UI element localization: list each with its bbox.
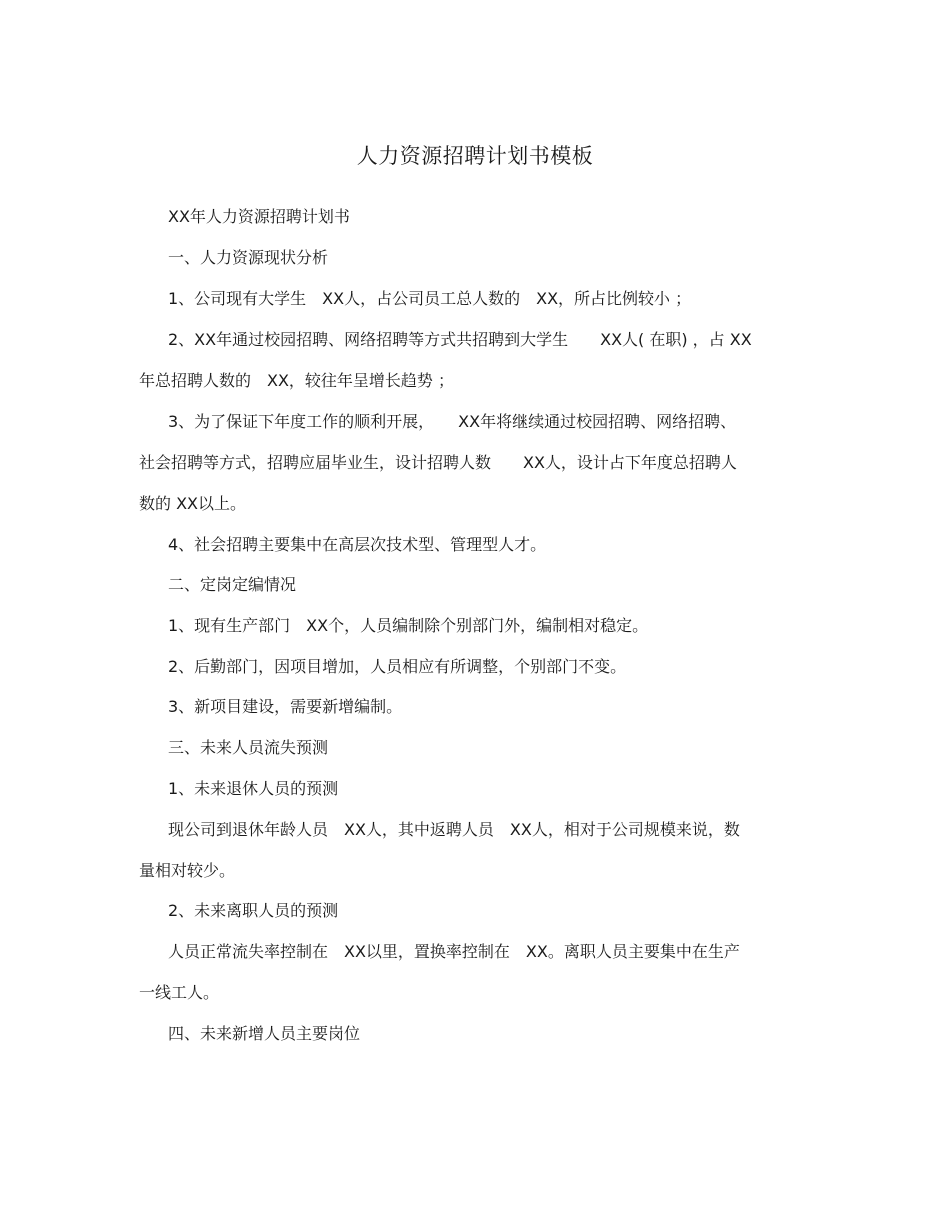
paragraph-line: 1、公司现有大学生 XX人，占公司员工总人数的 XX，所占比例较小 ；	[168, 289, 692, 308]
paragraph-line: 年总招聘人数的 XX，较往年呈增长趋势 ；	[139, 371, 455, 390]
section-heading-1: 一、人力资源现状分析	[168, 248, 329, 267]
paragraph-line: 2、XX年通过校园招聘、网络招聘等方式共招聘到大学生 XX人( 在职) ，占 XX	[168, 330, 752, 349]
document-title: 人力资源招聘计划书模板	[356, 144, 594, 168]
paragraph-line: 2、后勤部门，因项目增加，人员相应有所调整，个别部门不变。	[168, 657, 627, 676]
paragraph-line: 1、现有生产部门 XX个，人员编制除个别部门外，编制相对稳定。	[168, 616, 649, 635]
paragraph-line: 现公司到退休年龄人员 XX人，其中返聘人员 XX人，相对于公司规模来说，数	[168, 820, 740, 839]
subsection-heading: 2、未来离职人员的预测	[168, 901, 339, 920]
paragraph-line: 3、为了保证下年度工作的顺利开展， XX年将继续通过校园招聘、网络招聘、	[168, 412, 737, 431]
paragraph-line: 量相对较少。	[139, 861, 236, 880]
paragraph-line: 3、新项目建设，需要新增编制。	[168, 697, 403, 716]
paragraph-line: 数的 XX以上。	[139, 494, 247, 513]
section-heading-3: 三、未来人员流失预测	[168, 738, 329, 757]
section-heading-2: 二、定岗定编情况	[168, 575, 297, 594]
paragraph-line: 4、社会招聘主要集中在高层次技术型、管理型人才。	[168, 535, 547, 554]
plan-heading: XX年人力资源招聘计划书	[168, 207, 350, 226]
paragraph-line: 人员正常流失率控制在 XX以里，置换率控制在 XX。离职人员主要集中在生产	[168, 942, 740, 961]
section-heading-4: 四、未来新增人员主要岗位	[168, 1024, 361, 1043]
paragraph-line: 一线工人。	[139, 983, 220, 1002]
subsection-heading: 1、未来退休人员的预测	[168, 779, 339, 798]
paragraph-line: 社会招聘等方式，招聘应届毕业生，设计招聘人数 XX人，设计占下年度总招聘人	[139, 453, 737, 472]
